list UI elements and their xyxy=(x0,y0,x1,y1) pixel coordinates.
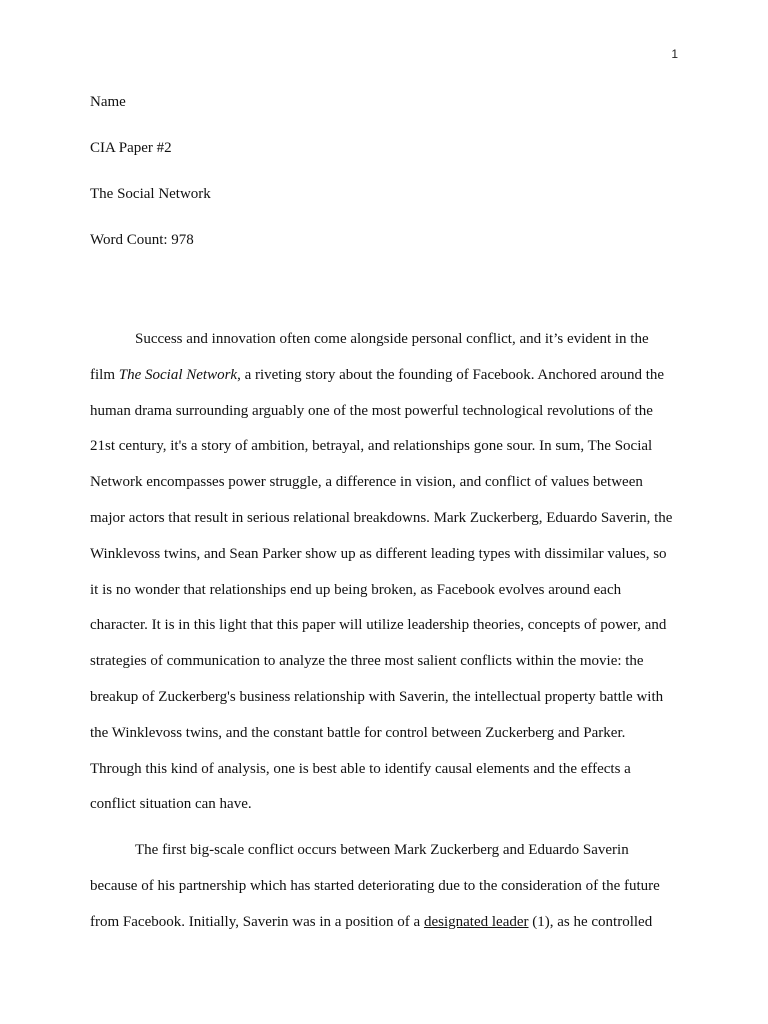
text-line: the Winklevoss twins, and the constant battle for control between Zuckerberg and Parker. xyxy=(90,724,626,741)
course-label: CIA Paper #2 xyxy=(90,140,172,156)
text-segment: (1), as he controlled xyxy=(528,913,653,930)
text-segment: film xyxy=(90,366,119,383)
text-line: human drama surrounding arguably one of the most powerful technological revolutions of the xyxy=(90,402,653,419)
text-line: major actors that result in serious relational breakdowns. Mark Zuckerberg, Eduardo Saverin, the xyxy=(90,509,673,526)
text-line xyxy=(90,358,680,394)
text-line: Through this kind of analysis, one is best able to identify causal elements and the effects a xyxy=(90,760,631,777)
text-line: Success and innovation often come alongside personal conflict, and it’s evident in the xyxy=(135,331,649,347)
text-line xyxy=(90,905,680,941)
text-line: strategies of communication to analyze the three most salient conflicts within the movie: the xyxy=(90,653,644,670)
word-count: Word Count: 978 xyxy=(90,232,194,248)
text-line: The first big-scale conflict occurs between Mark Zuckerberg and Eduardo Saverin xyxy=(135,842,629,859)
film-title: The Social Network xyxy=(118,366,238,383)
text-line: it is no wonder that relationships end up being broken, as Facebook evolves around each xyxy=(90,581,622,598)
paper-body xyxy=(90,322,680,941)
text-line: Network encompasses power struggle, a difference in vision, and conflict of values between xyxy=(90,474,643,491)
text-segment: from Facebook. Initially, Saverin was in a position of a xyxy=(90,913,424,930)
text-line: conflict situation can have. xyxy=(90,796,252,813)
page-number: 1 xyxy=(671,47,678,61)
text-line: because of his partnership which has started deteriorating due to the consideration of the future xyxy=(90,877,660,894)
text-line: Winklevoss twins, and Sean Parker show up as different leading types with dissimilar values, so xyxy=(90,545,667,562)
author-name: Name xyxy=(90,94,126,110)
designated-leader-term: designated leader xyxy=(423,913,529,930)
paragraph-first-conflict xyxy=(90,833,680,940)
text-line: 21st century, it's a story of ambition, betrayal, and relationships gone sour. In sum, The Social xyxy=(90,438,653,455)
text-line: character. It is in this light that this paper will utilize leadership theories, concepts of power, and xyxy=(90,617,667,634)
text-line: breakup of Zuckerberg's business relationship with Saverin, the intellectual property battle with xyxy=(90,688,664,705)
paragraph-introduction xyxy=(90,322,680,823)
text-segment: , a riveting story about the founding of Facebook. Anchored around the xyxy=(237,366,665,383)
paper-title: The Social Network xyxy=(90,186,211,202)
paper-header xyxy=(90,92,678,276)
